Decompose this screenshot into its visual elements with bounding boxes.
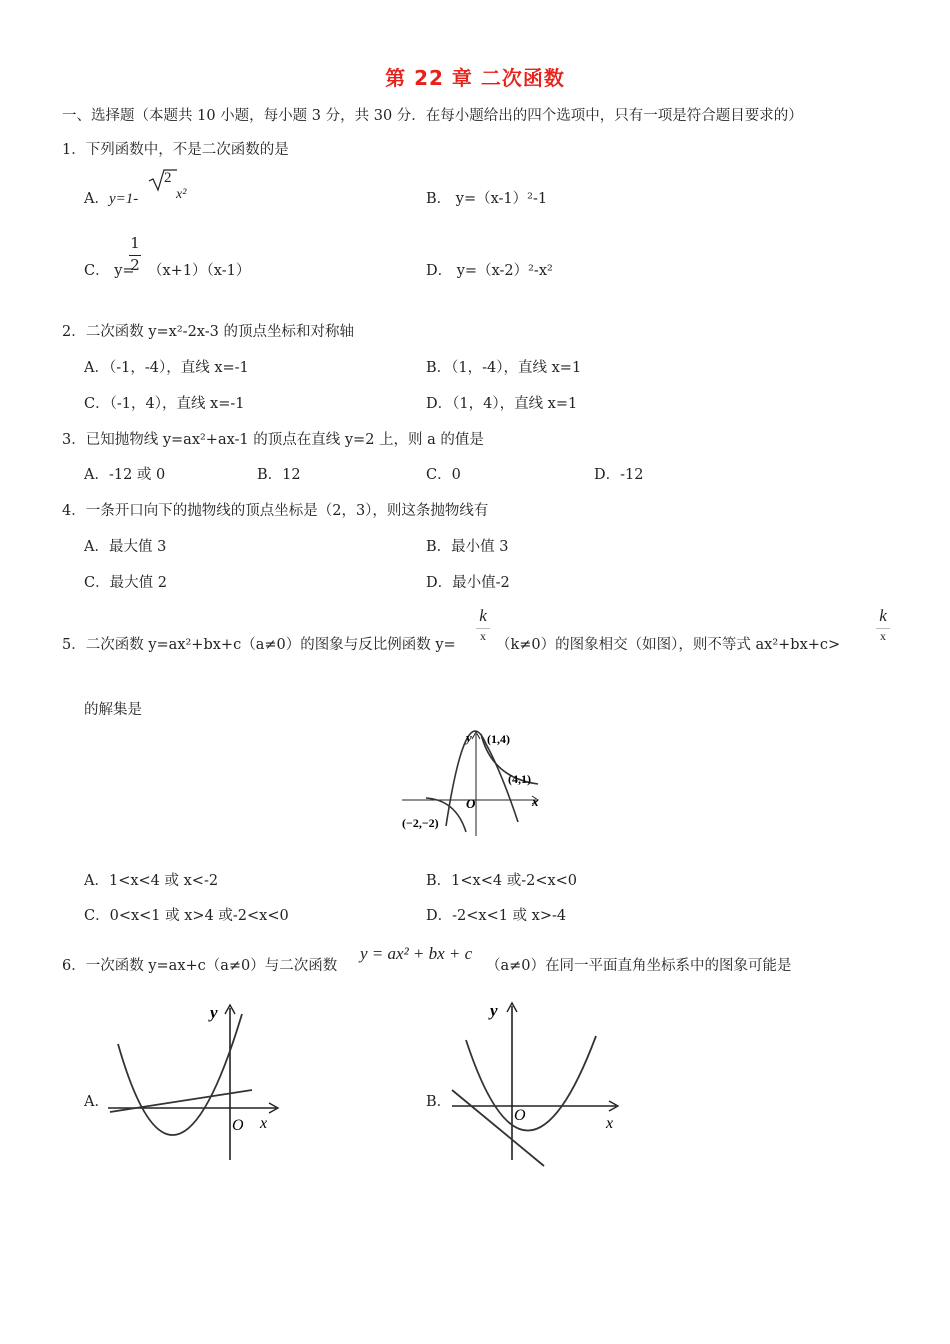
q6a-fig-y: y: [210, 1003, 218, 1022]
q4-stem: 4．一条开口向下的抛物线的顶点坐标是（2，3），则这条抛物线有: [62, 503, 489, 519]
q6a-fig-o: O: [232, 1117, 244, 1134]
q1-a-label: A．: [84, 191, 109, 207]
q5-graph: [396, 726, 556, 838]
q6-graph-a: [104, 1000, 284, 1165]
q4-option-a: A．最大值 3: [84, 539, 167, 555]
q5-frac1-x: x: [476, 628, 490, 644]
q1-c-frac-num: 1: [130, 234, 140, 252]
q5-fig-p3: (−2,−2): [402, 816, 439, 830]
q5-fig-p2: (4,1): [508, 772, 531, 786]
q6b-parabola: [466, 1036, 596, 1131]
q5-stem-part1: 5．二次函数 y=ax²+bx+c（a≠0）的图象与反比例函数 y=: [62, 637, 456, 653]
q6-option-b-label: B．: [426, 1094, 452, 1110]
q5-fig-o: O: [466, 796, 476, 811]
q2-option-b: B．（1，-4），直线 x=1: [426, 360, 582, 376]
sqrt-sign-icon: [148, 168, 178, 192]
q1-option-b: B． y=（x-1）²-1: [426, 191, 548, 207]
q1-option-a: [84, 187, 138, 208]
q2-option-c: C．（-1，4），直线 x=-1: [84, 396, 245, 412]
q3-option-d: D．-12: [594, 467, 644, 483]
q6-formula: y = ax² + bx + c: [360, 944, 473, 963]
q2-stem: 2．二次函数 y=x²-2x-3 的顶点坐标和对称轴: [62, 324, 354, 340]
q3-stem: 3．已知抛物线 y=ax²+ax-1 的顶点在直线 y=2 上，则 a 的值是: [62, 432, 484, 448]
q6b-line: [452, 1090, 544, 1166]
q4-option-d: D．最小值-2: [426, 575, 510, 591]
section-header: 一、选择题（本题共 10 小题，每小题 3 分，共 30 分．在每小题给出的四个选项中，只有一项是符合题目要求的）: [62, 108, 803, 124]
q5-option-d: D．-2<x<1 或 x>-4: [426, 908, 567, 924]
q6-figure-a: [104, 1000, 284, 1165]
q5-option-c: C．0<x<1 或 x>4 或-2<x<0: [84, 908, 289, 924]
q1-c-frac-den: 2: [130, 256, 140, 274]
q5-option-a: A．1<x<4 或 x<-2: [84, 873, 219, 889]
q1-a-expr: y=1-: [108, 191, 139, 207]
q3-option-b: B．12: [257, 467, 301, 483]
q6-figure-b: [446, 998, 626, 1168]
q4-option-b: B．最小值 3: [426, 539, 509, 555]
q1-a-tail: x²: [176, 187, 187, 202]
q6a-parabola: [118, 1014, 242, 1135]
q6b-fig-y: y: [490, 1001, 498, 1020]
q2-option-a: A．（-1，-4），直线 x=-1: [84, 360, 249, 376]
q6b-fig-o: O: [514, 1107, 526, 1124]
q5-fig-p1: (1,4): [487, 732, 510, 746]
q1-a-sqrt: [148, 168, 178, 196]
q3-option-c: C．0: [426, 467, 461, 483]
q1-option-d: D． y=（x-2）²-x²: [426, 263, 553, 279]
q6-option-a-label: A．: [84, 1094, 109, 1110]
q5-fraction-1: [476, 606, 490, 644]
q1-stem: 1．下列函数中，不是二次函数的是: [62, 142, 289, 158]
q5-stem-part2: （k≠0）的图象相交（如图），则不等式 ax²+bx+c>: [496, 637, 841, 653]
q6b-fig-x: x: [606, 1115, 614, 1132]
q3-option-a: A．-12 或 0: [84, 467, 166, 483]
page-title: 第 22 章 二次函数: [385, 66, 565, 90]
q6-stem-part2: （a≠0）在同一平面直角坐标系中的图象可能是: [486, 958, 792, 974]
q1-option-c-label: C． y=: [84, 263, 135, 279]
q1-c-fraction: [129, 234, 141, 274]
q5-frac2-x: x: [876, 628, 890, 644]
q5-fig-y: y: [466, 730, 472, 745]
q5-frac1-k: k: [479, 606, 487, 625]
q5-option-b: B．1<x<4 或-2<x<0: [426, 873, 578, 889]
q1-a-sqrt-value: 2: [164, 170, 172, 186]
q6-graph-b: [446, 998, 626, 1168]
q5-figure: [396, 726, 556, 838]
q1-c-tail: （x+1）（x-1）: [148, 263, 251, 279]
q4-option-c: C．最大值 2: [84, 575, 167, 591]
q2-option-d: D．（1，4），直线 x=1: [426, 396, 578, 412]
q5-frac2-k: k: [879, 606, 887, 625]
q6a-fig-x: x: [260, 1115, 268, 1132]
q6-stem-part1: 6．一次函数 y=ax+c（a≠0）与二次函数: [62, 958, 338, 974]
q5-stem-cont: 的解集是: [84, 702, 142, 718]
q5-fraction-2: [876, 606, 890, 644]
q5-fig-x: x: [532, 794, 539, 809]
